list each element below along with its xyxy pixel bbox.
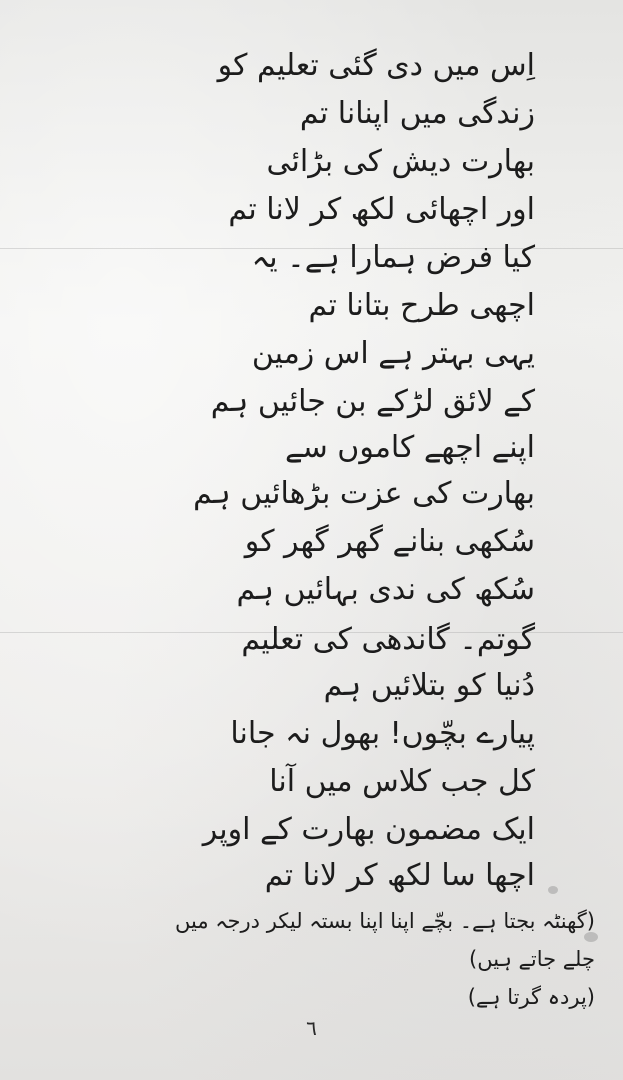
- poem-line: کیا فرض ہمارا ہے۔ یہ: [251, 240, 535, 275]
- stage-direction: چلے جاتے ہیں): [469, 947, 595, 971]
- poem-line: بھارت دیش کی بڑائی: [266, 144, 535, 179]
- stage-direction: (گھنٹہ بجتا ہے۔ بچّے اپنا اپنا بستہ لیکر درجہ میں: [175, 909, 595, 933]
- stage-direction: (پردہ گرتا ہے): [467, 985, 595, 1009]
- poem-line: دُنیا کو بتلائیں ہم: [323, 668, 535, 703]
- poem-line: اچھی طرح بتانا تم: [308, 288, 535, 323]
- poem-line: سُکھی بنانے گھر گھر کو: [244, 524, 535, 559]
- poem-line: گوتم۔ گاندھی کی تعلیم: [241, 622, 535, 657]
- poem-line: پیارے بچّوں! بھول نہ جانا: [230, 716, 535, 751]
- poem-line: زندگی میں اپنانا تم: [299, 96, 535, 131]
- paper-speck: [548, 886, 558, 894]
- poem-line: کل جب کلاس میں آنا: [269, 764, 535, 799]
- poem-line: اِس میں دی گئی تعلیم کو: [217, 48, 535, 83]
- poem-line: یہی بہتر ہے اس زمین: [251, 336, 535, 371]
- poem-line: سُکھ کی ندی بہائیں ہم: [236, 572, 535, 607]
- poem-line: کے لائق لڑکے بن جائیں ہم: [210, 384, 535, 419]
- poem-line: بھارت کی عزت بڑھائیں ہم: [193, 476, 535, 511]
- poem-line: اپنے اچھے کاموں سے: [285, 430, 535, 465]
- poem-line: اور اچھائی لکھ کر لانا تم: [228, 192, 535, 227]
- poem-line: ایک مضمون بھارت کے اوپر: [202, 812, 535, 847]
- page-number: ٦: [306, 1016, 317, 1040]
- poem-line: اچھا سا لکھ کر لانا تم: [264, 858, 535, 893]
